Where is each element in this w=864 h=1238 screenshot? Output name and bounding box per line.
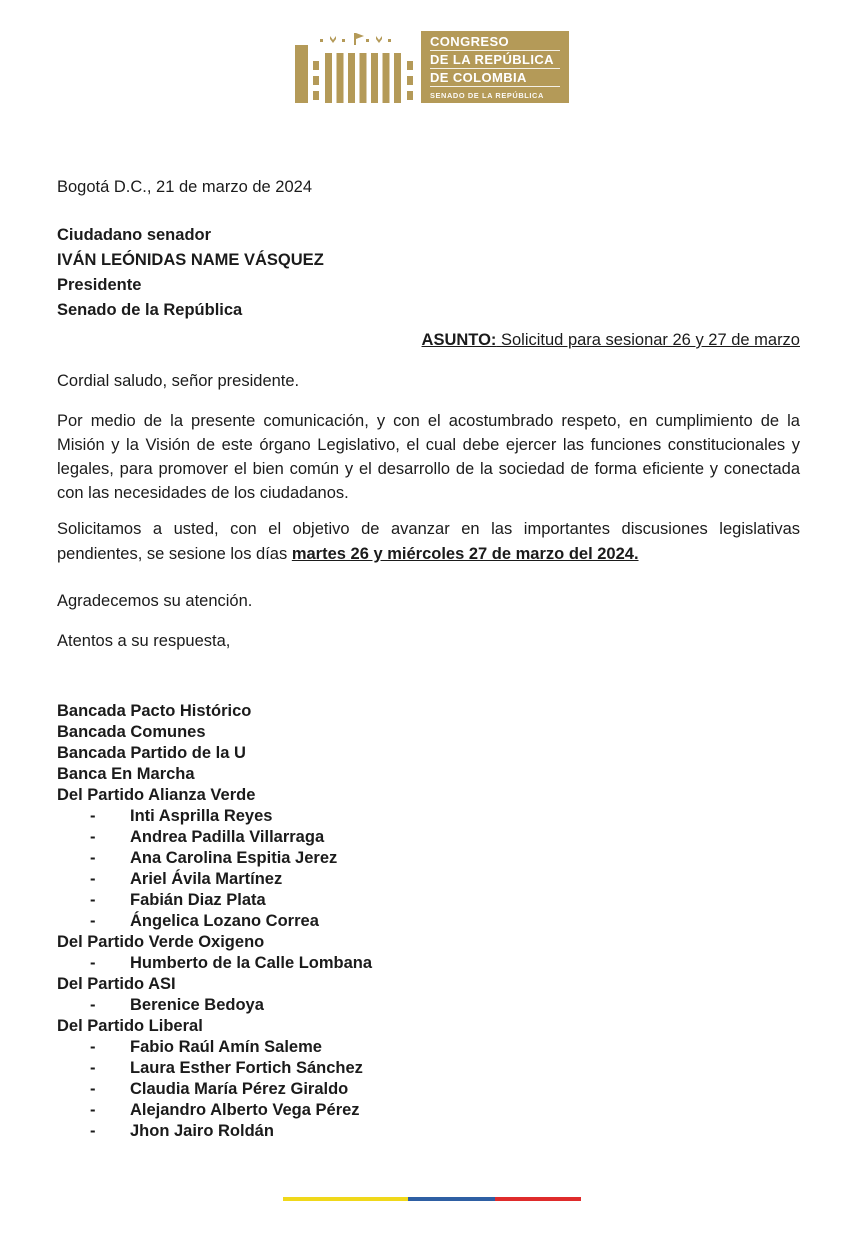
dash-bullet: - [90,1038,96,1056]
member-row [57,848,800,869]
recipient-line-title: Presidente [57,276,142,294]
member-row [57,953,800,974]
party-group-label: Bancada Partido de la U [57,744,246,762]
dash-bullet: - [90,828,96,846]
member-row [57,1037,800,1058]
member-row [57,995,800,1016]
dash-bullet: - [90,870,96,888]
body-paragraph: Por medio de la presente comunicación, y con el acostumbrado respeto, en cumplimiento de la Misión y la Visión de este órgano Legislativo, el cual debe ejercer las funciones constitucionales y legales, para promover el bien común y el desarrollo de la sociedad de forma eficiente y conectada con las necesidades de los ciudadanos. [57,412,800,502]
dash-bullet: - [90,1059,96,1077]
party-group-label: Banca En Marcha [57,765,195,783]
member-name: Ana Carolina Espitia Jerez [130,849,338,867]
recipient-line-role: Ciudadano senador [57,226,212,244]
capitol-emblem-icon [295,31,417,103]
party-group-label: Bancada Comunes [57,723,206,741]
recipient-line-institution: Senado de la República [57,301,243,319]
recipient-block [57,223,800,323]
flag-yellow-segment [283,1197,408,1201]
request-paragraph-text: Solicitamos a usted, con el objetivo de avanzar en las importantes discusiones legislativas pendientes, se sesione los días [57,520,800,563]
dash-bullet: - [90,912,96,930]
party-group-label: Del Partido Alianza Verde [57,786,256,804]
dash-bullet: - [90,996,96,1014]
logo-text-box [421,31,569,103]
request-paragraph [57,517,800,567]
logo-title-line-2: DE LA REPÚBLICA [430,52,560,69]
subject-text: Solicitud para sesionar 26 y 27 de marzo [496,331,800,349]
member-name: Alejandro Alberto Vega Pérez [130,1101,360,1119]
thanks-line: Agradecemos su atención. [57,592,253,610]
dash-bullet: - [90,1101,96,1119]
party-group-label: Bancada Pacto Histórico [57,702,252,720]
member-name: Laura Esther Fortich Sánchez [130,1059,363,1077]
congress-logo [295,31,569,103]
member-name: Berenice Bedoya [130,996,264,1014]
subject-label: ASUNTO: [421,331,497,349]
member-name: Andrea Padilla Villarraga [130,828,325,846]
member-name: Humberto de la Calle Lombana [130,954,373,972]
member-name: Fabio Raúl Amín Saleme [130,1038,322,1056]
member-row [57,1121,800,1142]
dash-bullet: - [90,954,96,972]
member-row [57,1058,800,1079]
letter-body [0,177,864,1142]
party-group-label: Del Partido Verde Oxigeno [57,933,265,951]
dash-bullet: - [90,1080,96,1098]
member-name: Ángelica Lozano Correa [130,912,319,930]
colombia-flag-stripe [283,1197,581,1201]
member-row [57,806,800,827]
party-group-label: Del Partido Liberal [57,1017,203,1035]
member-name: Jhon Jairo Roldán [130,1122,274,1140]
member-row [57,827,800,848]
member-name: Inti Asprilla Reyes [130,807,273,825]
member-name: Claudia María Pérez Giraldo [130,1080,349,1098]
dash-bullet: - [90,807,96,825]
signatories-list [57,701,800,1142]
logo-title-line-1: CONGRESO [430,34,560,51]
member-name: Fabián Diaz Plata [130,891,266,909]
greeting-line: Cordial saludo, señor presidente. [57,372,300,390]
closing-line: Atentos a su respuesta, [57,632,231,650]
member-row [57,869,800,890]
place-date-line: Bogotá D.C., 21 de marzo de 2024 [57,178,312,196]
member-row [57,890,800,911]
member-row [57,1100,800,1121]
logo-subtitle: SENADO DE LA REPÚBLICA [430,91,544,100]
member-row [57,911,800,932]
dash-bullet: - [90,849,96,867]
member-row [57,1079,800,1100]
subject-line [57,329,800,351]
letter-header [0,0,864,103]
logo-title-line-3: DE COLOMBIA [430,70,560,87]
dash-bullet: - [90,1122,96,1140]
party-group-label: Del Partido ASI [57,975,176,993]
flag-red-segment [495,1197,581,1201]
member-name: Ariel Ávila Martínez [130,870,283,888]
dash-bullet: - [90,891,96,909]
request-dates-highlight: martes 26 y miércoles 27 de marzo del 2024. [291,545,639,563]
recipient-line-name: IVÁN LEÓNIDAS NAME VÁSQUEZ [57,251,324,269]
flag-blue-segment [408,1197,495,1201]
